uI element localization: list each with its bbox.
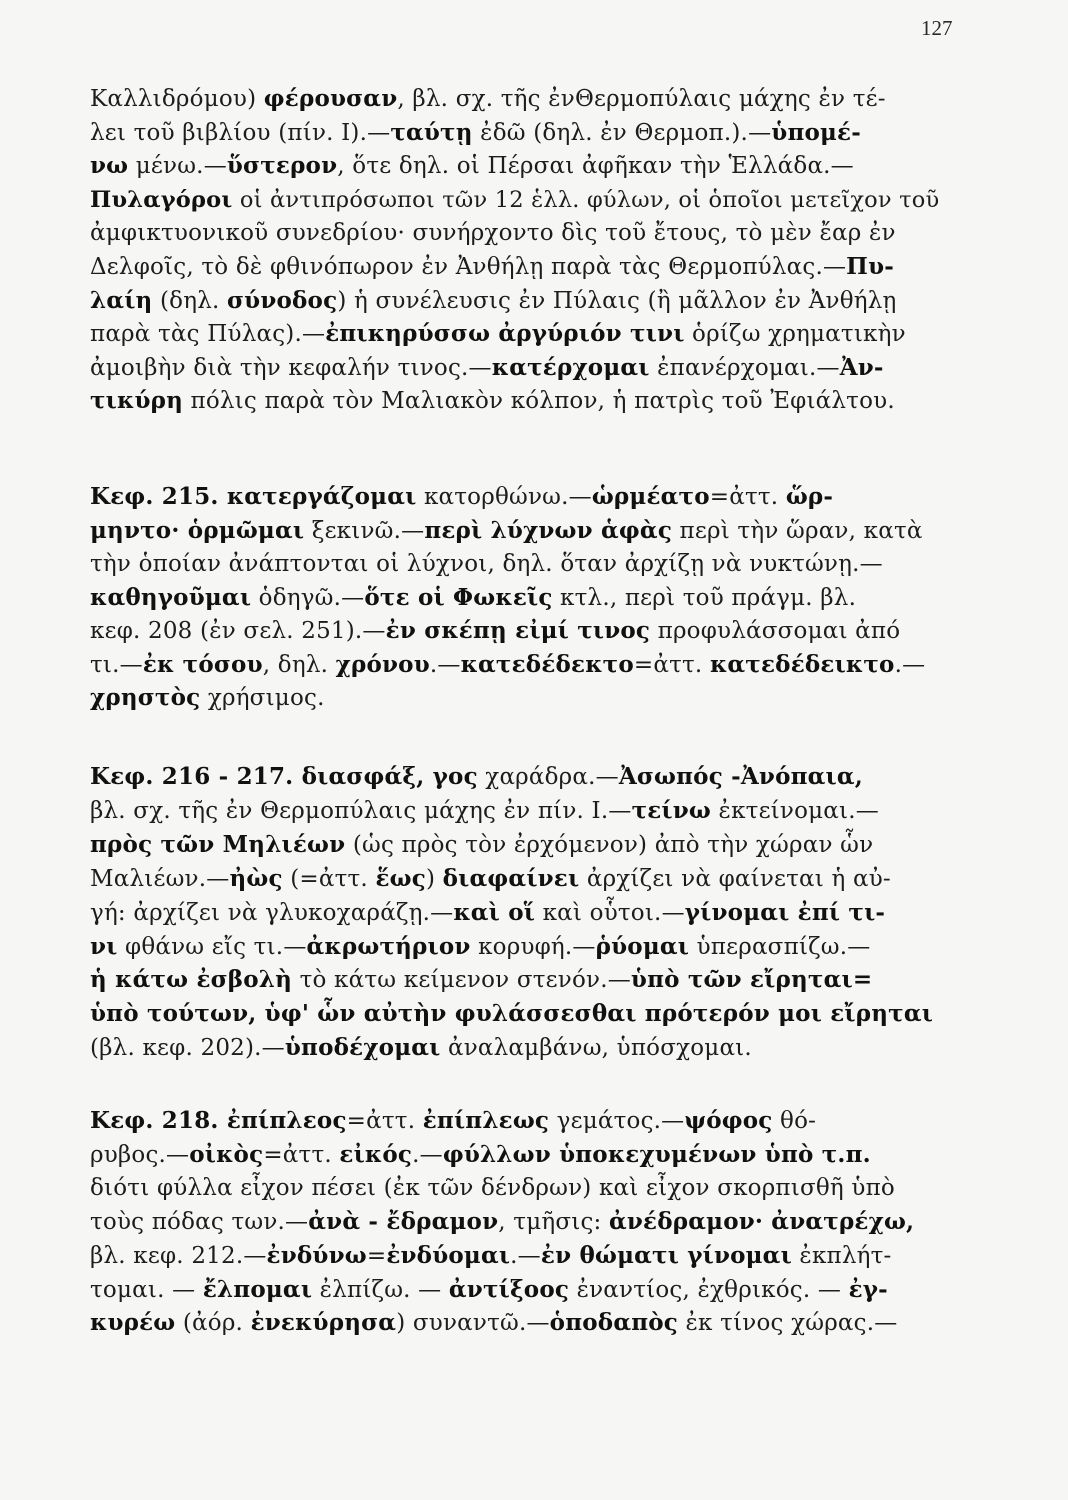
bold-term: φέρουσαν: [263, 85, 398, 112]
text-run: (ὡς πρὸς τὸν ἐρχόμενον) ἀπὸ τὴν χώραν ὧν: [345, 831, 874, 858]
bold-term: Πυλαγόροι: [90, 186, 233, 213]
text-run: γεμάτος.—: [549, 1108, 685, 1134]
bold-term: καθηγοῦμαι: [90, 583, 252, 611]
text-run: ἀμφικτυονικοῦ συνεδρίου· συνήρχοντο δὶς τοῦ ἔτους, τὸ μὲν ἔαρ ἐν: [90, 220, 896, 247]
text-run: τὸ κάτω κείμενον στενόν.—: [292, 967, 631, 994]
bold-term: ἐπικηρύσσω ἀργύριόν τινι: [325, 320, 685, 348]
bold-term: εἰκός: [339, 1140, 413, 1168]
text-line: [90, 581, 856, 615]
bold-term: κατεδέδεικτο: [709, 650, 895, 678]
text-run: κορυφή.—: [470, 933, 596, 960]
text-run: =ἀττ.: [346, 1108, 423, 1134]
text-line: [90, 480, 833, 514]
text-line: [90, 681, 325, 715]
text-line: [90, 250, 894, 284]
bold-term: μηντο· ὁρμῶμαι: [90, 516, 305, 544]
text-run: ἐκτείνομαι.—: [711, 797, 879, 824]
bold-term: τείνω: [631, 796, 712, 824]
text-run: λει τοῦ βιβλίου (πίν. Ι).—: [90, 119, 391, 146]
text-run: ρυβος.—: [90, 1141, 190, 1168]
text-run: ἐναντίος, ἐχθρικός. —: [569, 1276, 849, 1303]
text-line: [90, 547, 883, 581]
text-run: ὁδηγῶ.—: [251, 584, 365, 611]
bold-term: φύλλων ὑποκεχυμένων ὑπὸ τ.π.: [442, 1140, 871, 1168]
text-run: ) ἡ συνέλευσις ἐν Πύλαις (ἢ μᾶλλον ἐν Ἀνθήλῃ: [337, 287, 897, 314]
text-line: [90, 614, 900, 648]
bold-term: οἰκὸς: [189, 1140, 264, 1168]
bold-term: λαίη: [90, 286, 153, 314]
text-run: βλ. σχ. τῆς ἐν Θερμοπύλαις μάχης ἐν πίν. Ι.—: [90, 797, 632, 824]
text-run: διότι φύλλα εἶχον πέσει (ἐκ τῶν δένδρων) καὶ εἶχον σκορπισθῆ ὑπὸ: [90, 1175, 895, 1202]
bold-term: Κεφ. 216 - 217. διασφάξ, γος: [90, 763, 478, 790]
text-run: .—: [412, 1141, 443, 1168]
text-run: ) συναντῶ.—: [396, 1310, 550, 1337]
text-run: , βλ. σχ. τῆς ἐνΘερμοπύλαις μάχης ἐν τέ-: [397, 86, 886, 112]
text-line: [90, 1239, 892, 1273]
bold-term: γίνομαι ἐπί τι-: [684, 898, 886, 926]
text-line: [90, 1138, 871, 1172]
text-run: =ἀττ.: [263, 1141, 340, 1168]
page-number: 127: [921, 16, 953, 40]
text-run: ἀναλαμβάνω, ὑπόσχομαι.: [440, 1035, 752, 1062]
text-line: [90, 997, 933, 1031]
text-run: , ὅτε δηλ. οἱ Πέρσαι ἀφῆκαν τὴν Ἑλλάδα.—: [337, 153, 854, 180]
text-line: [90, 862, 891, 896]
text-line: [90, 930, 870, 964]
bold-term: διαφαίνει: [442, 864, 580, 892]
text-run: (δηλ.: [152, 287, 227, 314]
text-line: [90, 149, 854, 183]
bold-term: Πυ-: [846, 253, 894, 280]
text-run: ἀμοιβὴν διὰ τὴν κεφαλήν τινος.—: [90, 354, 492, 381]
text-run: (ἀόρ.: [175, 1310, 251, 1337]
text-run: ὑπερασπίζω.—: [689, 933, 871, 960]
text-run: θό-: [772, 1108, 817, 1134]
text-run: χαράδρα.—: [477, 764, 619, 790]
bold-term: καὶ οἵ: [453, 898, 536, 926]
text-line: [90, 1205, 914, 1239]
text-run: (=ἀττ.: [282, 865, 376, 892]
text-run: Καλλιδρόμου): [90, 86, 264, 112]
bold-term: ὑποδέχομαι: [284, 1034, 441, 1062]
bold-term: Κεφ. 215. κατεργάζομαι: [90, 483, 417, 510]
text-run: χρήσιμος.: [200, 685, 325, 711]
text-line: [90, 183, 939, 217]
bold-term: πρὸς τῶν Μηλιέων: [90, 830, 346, 858]
text-run: κεφ. 208 (ἐν σελ. 251).—: [90, 618, 386, 644]
bold-term: ὑπὸ τῶν εἴρηται=: [630, 966, 873, 994]
bold-term: ὑπομέ-: [771, 118, 861, 146]
bold-term: κυρέω: [90, 1309, 176, 1337]
text-run: ἐπανέρχομαι.—: [649, 354, 840, 381]
bold-term: ἕως: [375, 864, 426, 892]
bold-term: ὁποδαπὸς: [549, 1309, 678, 1337]
text-run: τοὺς πόδας των.—: [90, 1209, 309, 1236]
bold-term: κατεδέδεκτο: [460, 650, 634, 678]
text-run: ὁρίζω χρηματικὴν: [684, 321, 906, 348]
text-line: [90, 1031, 752, 1065]
bold-term: ἀνέδραμον· ἀνατρέχω,: [608, 1208, 915, 1236]
text-line: [90, 317, 906, 351]
text-line: [90, 1171, 895, 1205]
bold-term: ἐνεκύρησα: [250, 1309, 397, 1337]
bold-term: ἡ κάτω ἐσβολὴ: [90, 966, 293, 994]
text-run: , τμῆσις:: [498, 1209, 609, 1236]
bold-term: ὑπὸ τούτων, ὑφ' ὧν αὐτὴν φυλάσσεσθαι πρότερόν μοι εἴρηται: [90, 1000, 934, 1028]
text-run: φθάνω εἴς τι.—: [117, 933, 307, 960]
text-run: .—: [894, 651, 926, 678]
bold-term: ἠὼς: [229, 864, 283, 892]
text-run: τὴν ὁποίαν ἀνάπτονται οἱ λύχνοι, δηλ. ὅταν ἀρχίζῃ νὰ νυκτώνῃ.—: [90, 551, 883, 577]
bold-term: περὶ λύχνων ἁφὰς: [424, 516, 673, 544]
text-line: [90, 351, 884, 385]
bold-term: ἐνδύομαι: [386, 1241, 511, 1269]
bold-term: χρόνου: [335, 650, 430, 678]
bold-term: ἐγ-: [848, 1275, 888, 1303]
text-run: οἱ ἀντιπρόσωποι τῶν 12 ἑλλ. φύλων, οἱ ὁποῖοι μετεῖχον τοῦ: [232, 186, 940, 213]
bold-term: τικύρη: [90, 387, 184, 415]
text-line: [90, 760, 863, 794]
bold-term: ὅτε οἱ Φωκεῖς: [364, 583, 553, 611]
text-run: ξεκινῶ.—: [304, 517, 425, 544]
text-run: =ἀττ.: [633, 651, 710, 678]
text-run: Δελφοῖς, τὸ δὲ φθινόπωρον ἐν Ἀνθήλῃ παρὰ τὰς Θερμοπύλας.—: [90, 254, 847, 280]
text-run: ἐκπλήτ-: [791, 1242, 892, 1269]
text-line: [90, 1104, 816, 1138]
bold-term: ὡρμέατο: [591, 483, 710, 510]
bold-term: Κεφ. 218. ἐπίπλεος: [90, 1107, 347, 1134]
text-line: [90, 82, 886, 116]
text-line: [90, 828, 873, 862]
text-line: [90, 1273, 888, 1307]
bold-term: ταύτῃ: [390, 118, 473, 146]
bold-term: Ἀν-: [839, 353, 884, 381]
text-run: (βλ. κεφ. 202).—: [90, 1035, 285, 1062]
bold-term: Ἀσωπός -Ἀνόπαια,: [618, 763, 863, 790]
text-run: καὶ οὗτοι.—: [535, 899, 685, 926]
text-line: [90, 384, 895, 418]
bold-term: χρηστὸς: [90, 684, 201, 711]
text-line: [90, 896, 885, 930]
bold-term: κατέρχομαι: [491, 353, 650, 381]
bold-term: ὥρ-: [785, 483, 834, 510]
text-run: =: [366, 1242, 387, 1269]
text-line: [90, 284, 897, 318]
bold-term: σύνοδος: [227, 286, 338, 314]
text-run: βλ. κεφ. 212.—: [90, 1242, 267, 1269]
text-run: ἐκ τίνος χώρας.—: [678, 1310, 898, 1337]
text-run: .—: [510, 1242, 541, 1269]
text-line: [90, 963, 872, 997]
text-line: [90, 1306, 897, 1340]
text-run: τομαι. —: [90, 1276, 203, 1303]
bold-term: ψόφος: [684, 1107, 773, 1134]
text-run: κτλ., περὶ τοῦ πράγμ. βλ.: [552, 584, 857, 611]
text-run: ἐλπίζω. —: [312, 1276, 449, 1303]
text-run: γή: ἀρχίζει νὰ γλυκοχαράζῃ.—: [90, 899, 454, 926]
text-run: Μαλιέων.—: [90, 865, 230, 892]
text-run: ): [425, 865, 443, 892]
bold-term: ἐκ τόσου: [142, 650, 263, 678]
text-run: , δηλ.: [262, 651, 336, 678]
text-line: [90, 116, 861, 150]
bold-term: ἀνὰ - ἔδραμον: [308, 1208, 499, 1236]
text-line: [90, 648, 925, 682]
text-run: τι.—: [90, 651, 143, 678]
text-run: προφυλάσσομαι ἀπό: [650, 618, 901, 644]
bold-term: ἐπίπλεως: [422, 1107, 550, 1134]
text-run: =ἀττ.: [709, 484, 786, 510]
text-run: ἐδῶ (δηλ. ἐν Θερμοπ.).—: [472, 119, 772, 146]
text-run: κατορθώνω.—: [416, 484, 592, 510]
text-run: μένω.—: [128, 153, 227, 180]
bold-term: ῥύομαι: [595, 932, 690, 960]
text-line: [90, 514, 923, 548]
bold-term: ὕστερον: [226, 152, 338, 180]
text-run: πόλις παρὰ τὸν Μαλιακὸν κόλπον, ἡ πατρὶς τοῦ Ἐφιάλτου.: [183, 388, 895, 415]
text-run: ἀρχίζει νὰ φαίνεται ἡ αὐ-: [579, 865, 891, 892]
text-run: περὶ τὴν ὥραν, κατὰ: [672, 517, 923, 544]
text-line: [90, 216, 896, 250]
bold-term: ἐν θώματι γίνομαι: [540, 1241, 792, 1269]
text-run: .—: [429, 651, 461, 678]
bold-term: ἐνδύνω: [266, 1241, 367, 1269]
text-line: [90, 794, 879, 828]
bold-term: νι: [90, 932, 118, 960]
bold-term: ἐν σκέπῃ εἰμί τινος: [385, 617, 651, 644]
bold-term: ἀκρωτήριον: [306, 932, 471, 960]
bold-term: ἀντίξοος: [448, 1275, 570, 1303]
text-run: παρὰ τὰς Πύλας).—: [90, 321, 326, 348]
bold-term: ἔλπομαι: [202, 1275, 313, 1303]
bold-term: νω: [90, 152, 129, 180]
